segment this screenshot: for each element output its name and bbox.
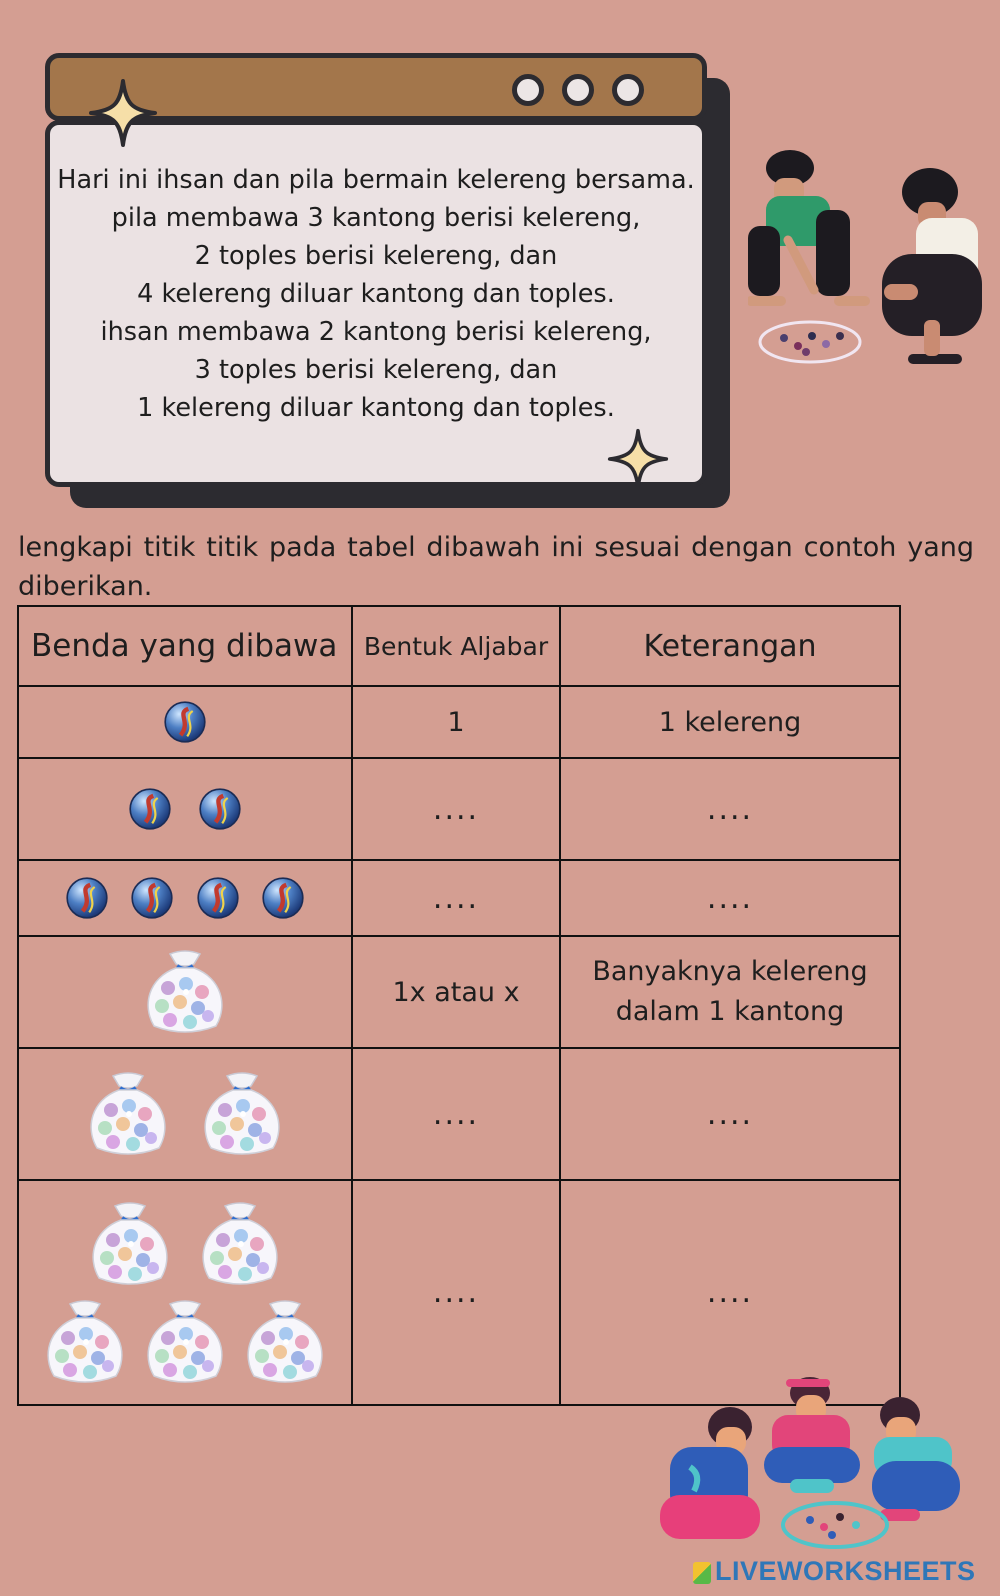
marble-bag-icon xyxy=(240,1294,330,1390)
story-line: 2 toples berisi kelereng, dan xyxy=(194,241,558,271)
marble-icon xyxy=(163,700,207,744)
items-cell xyxy=(18,758,352,860)
description-blank[interactable]: .... xyxy=(560,758,900,860)
kids-playing-illustration xyxy=(748,150,988,380)
items-cell xyxy=(18,686,352,758)
window-dot-icon xyxy=(562,74,594,106)
window-dot-icon xyxy=(612,74,644,106)
description-blank[interactable]: .... xyxy=(560,1048,900,1180)
sparkle-icon xyxy=(603,428,673,490)
marble-icon xyxy=(198,787,242,831)
algebra-blank[interactable]: .... xyxy=(352,1048,560,1180)
instruction-text: lengkapi titik titik pada tabel dibawah ini sesuai dengan contoh yang diberikan. xyxy=(18,532,974,602)
marble-bag-icon xyxy=(195,1196,285,1292)
table-row xyxy=(18,1048,900,1180)
algebra-cell: 1 xyxy=(352,686,560,758)
marble-icon xyxy=(65,876,109,920)
column-header: Benda yang dibawa xyxy=(18,606,352,686)
description-cell: Banyaknya kelereng dalam 1 kantong xyxy=(560,936,900,1048)
table-row xyxy=(18,1180,900,1405)
window-dot-icon xyxy=(512,74,544,106)
marble-bag-icon xyxy=(85,1196,175,1292)
story-line: 4 kelereng diluar kantong dan toples. xyxy=(137,279,615,309)
marble-bag-icon xyxy=(197,1066,287,1162)
description-blank[interactable]: .... xyxy=(560,860,900,936)
table-row xyxy=(18,936,900,1048)
column-header: Keterangan xyxy=(560,606,900,686)
table-header-row xyxy=(18,606,900,686)
marble-bag-icon xyxy=(40,1294,130,1390)
story-line: ihsan membawa 2 kantong berisi kelereng, xyxy=(100,317,652,347)
table-row xyxy=(18,686,900,758)
story-text xyxy=(50,161,702,427)
story-line: Hari ini ihsan dan pila bermain kelereng bersama. xyxy=(57,165,695,195)
marble-bag-icon xyxy=(140,1294,230,1390)
items-cell xyxy=(18,1048,352,1180)
marble-icon xyxy=(261,876,305,920)
table-row xyxy=(18,860,900,936)
items-cell xyxy=(18,936,352,1048)
table-row xyxy=(18,758,900,860)
items-cell xyxy=(18,1180,352,1405)
logo-icon xyxy=(693,1562,711,1584)
logo-text: LIVEWORKSHEETS xyxy=(715,1556,976,1586)
algebra-blank[interactable]: .... xyxy=(352,758,560,860)
column-header: Bentuk Aljabar xyxy=(352,606,560,686)
story-line: 3 toples berisi kelereng, dan xyxy=(194,355,558,385)
story-line: 1 kelereng diluar kantong dan toples. xyxy=(137,393,615,423)
items-cell xyxy=(18,860,352,936)
liveworksheets-logo xyxy=(693,1556,976,1587)
marble-icon xyxy=(130,876,174,920)
marble-bag-icon xyxy=(83,1066,173,1162)
algebra-cell: 1x atau x xyxy=(352,936,560,1048)
description-cell: 1 kelereng xyxy=(560,686,900,758)
marble-icon xyxy=(196,876,240,920)
marble-icon xyxy=(128,787,172,831)
sparkle-icon xyxy=(88,78,158,148)
algebra-blank[interactable]: .... xyxy=(352,860,560,936)
story-line: pila membawa 3 kantong berisi kelereng, xyxy=(111,203,641,233)
algebra-blank[interactable]: .... xyxy=(352,1180,560,1405)
marble-bag-icon xyxy=(140,945,230,1039)
description-blank[interactable]: .... xyxy=(560,1180,900,1405)
algebra-table xyxy=(17,605,901,1406)
kids-bottom-illustration xyxy=(660,1375,990,1555)
